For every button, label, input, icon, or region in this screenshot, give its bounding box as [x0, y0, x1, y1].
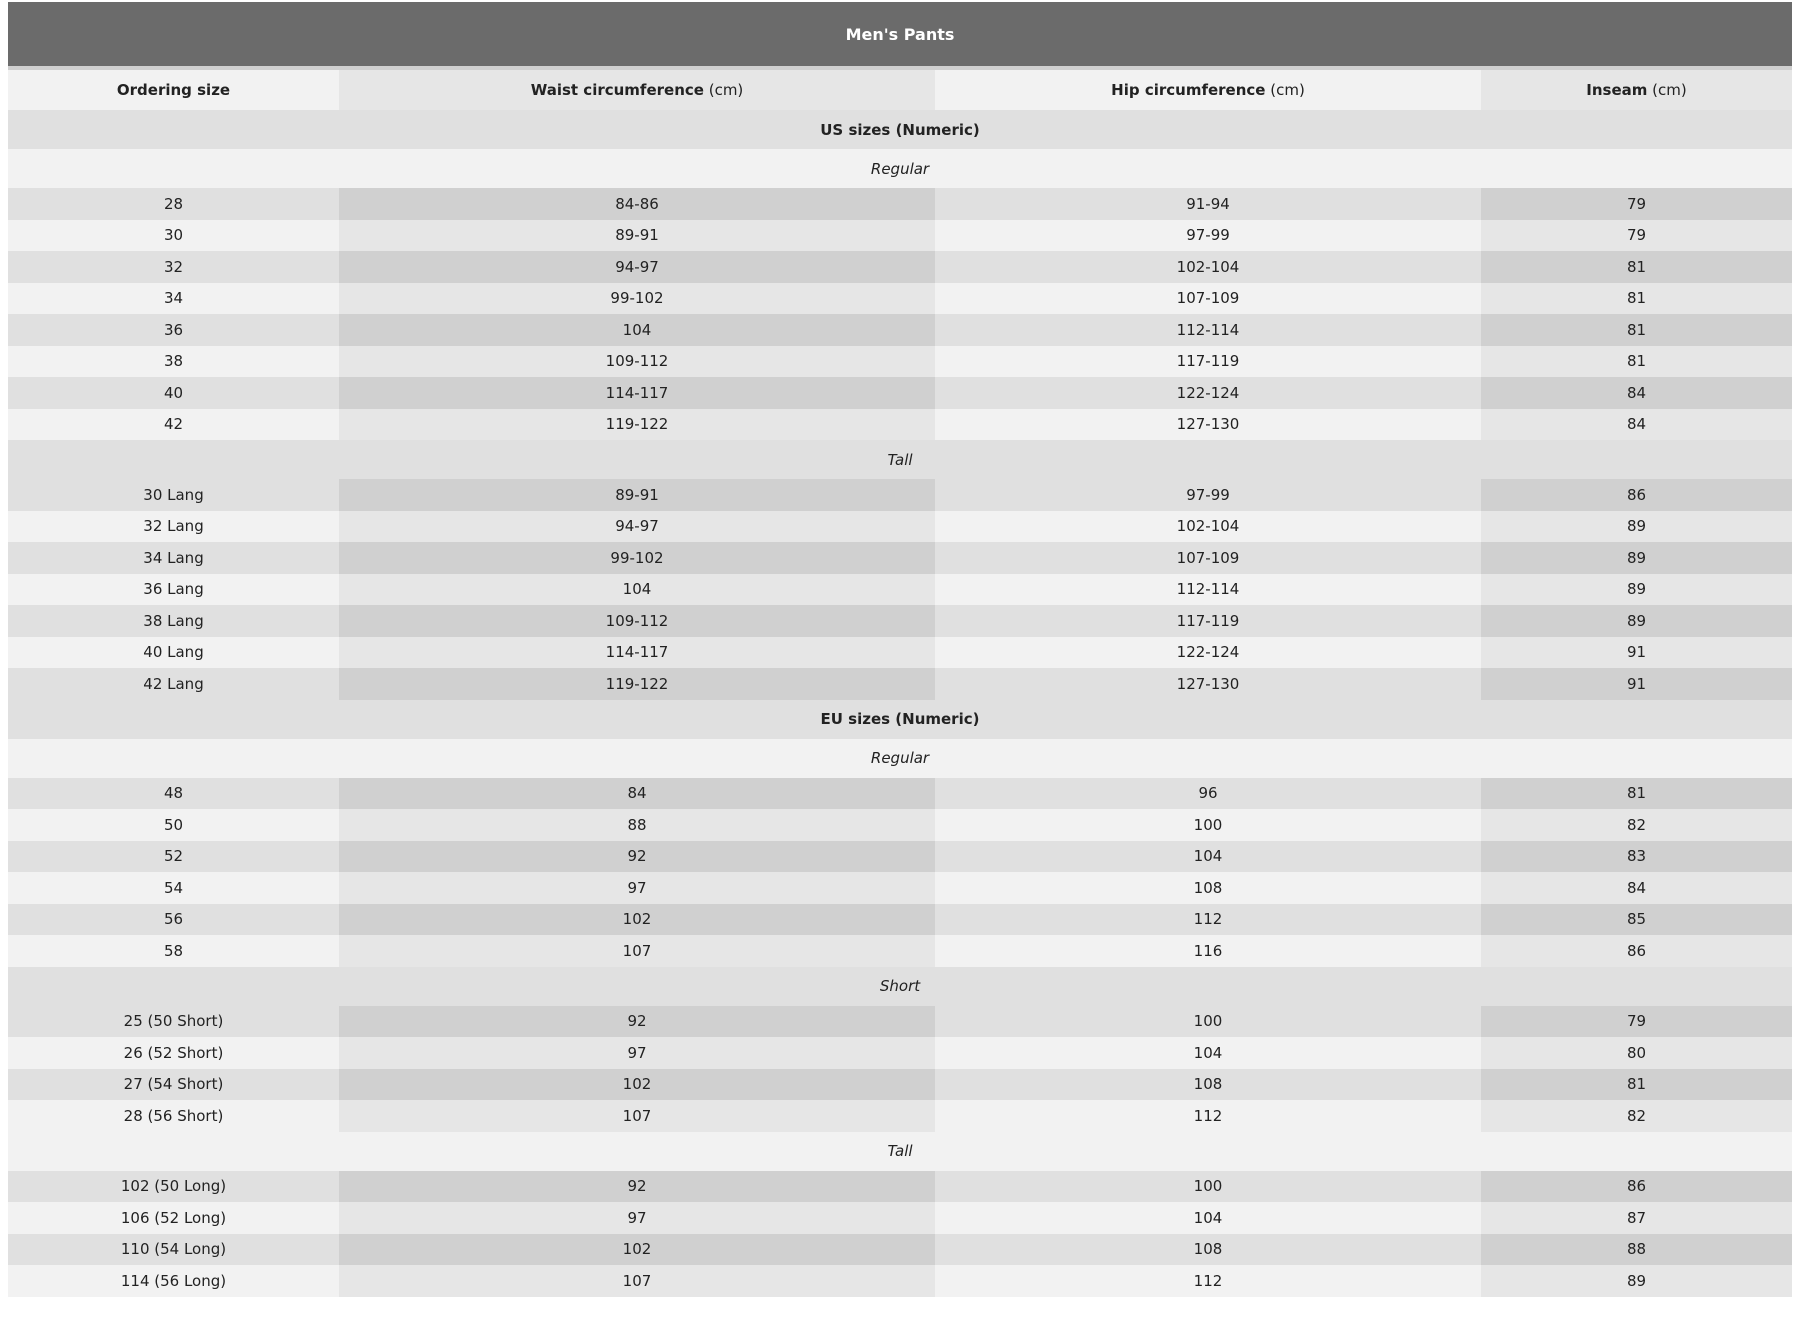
cell-ordering-size: 42 — [8, 409, 339, 441]
cell-ordering-size: 25 (50 Short) — [8, 1006, 339, 1038]
section-header-row — [8, 967, 1792, 1006]
cell-waist: 114-117 — [339, 637, 935, 669]
table-row — [8, 904, 1792, 936]
table-row — [8, 1171, 1792, 1203]
column-header-hip — [935, 68, 1481, 110]
cell-inseam: 84 — [1481, 377, 1792, 409]
cell-hip: 127-130 — [935, 668, 1481, 700]
section-label: Regular — [8, 149, 1792, 188]
table-row — [8, 809, 1792, 841]
section-header-row — [8, 739, 1792, 778]
cell-waist: 89-91 — [339, 220, 935, 252]
cell-ordering-size: 106 (52 Long) — [8, 1202, 339, 1234]
column-header-inseam — [1481, 68, 1792, 110]
cell-inseam: 89 — [1481, 511, 1792, 543]
cell-waist: 99-102 — [339, 542, 935, 574]
cell-inseam: 86 — [1481, 935, 1792, 967]
table-title: Men's Pants — [8, 2, 1792, 68]
cell-waist: 97 — [339, 872, 935, 904]
group-label: EU sizes (Numeric) — [8, 700, 1792, 739]
column-label: Hip circumference — [1111, 81, 1266, 99]
cell-inseam: 88 — [1481, 1234, 1792, 1266]
cell-inseam: 81 — [1481, 283, 1792, 315]
table-row — [8, 778, 1792, 810]
cell-waist: 107 — [339, 1100, 935, 1132]
cell-ordering-size: 40 Lang — [8, 637, 339, 669]
cell-ordering-size: 38 — [8, 346, 339, 378]
cell-ordering-size: 58 — [8, 935, 339, 967]
section-label: Tall — [8, 1132, 1792, 1171]
cell-waist: 88 — [339, 809, 935, 841]
cell-hip: 104 — [935, 1202, 1481, 1234]
cell-hip: 112 — [935, 1100, 1481, 1132]
table-row — [8, 188, 1792, 220]
cell-inseam: 86 — [1481, 479, 1792, 511]
table-row — [8, 605, 1792, 637]
column-header-ordering-size — [8, 68, 339, 110]
cell-hip: 112-114 — [935, 314, 1481, 346]
cell-waist: 97 — [339, 1202, 935, 1234]
cell-inseam: 89 — [1481, 574, 1792, 606]
cell-inseam: 81 — [1481, 251, 1792, 283]
column-label: Waist circumference — [530, 81, 704, 99]
cell-inseam: 82 — [1481, 1100, 1792, 1132]
cell-hip: 102-104 — [935, 251, 1481, 283]
section-label: Tall — [8, 440, 1792, 479]
table-row — [8, 542, 1792, 574]
cell-inseam: 89 — [1481, 605, 1792, 637]
cell-hip: 97-99 — [935, 479, 1481, 511]
cell-ordering-size: 32 Lang — [8, 511, 339, 543]
cell-ordering-size: 56 — [8, 904, 339, 936]
table-row — [8, 637, 1792, 669]
column-unit: (cm) — [703, 81, 744, 99]
table-row — [8, 251, 1792, 283]
cell-ordering-size: 114 (56 Long) — [8, 1265, 339, 1297]
cell-waist: 102 — [339, 904, 935, 936]
table-row — [8, 1069, 1792, 1101]
cell-waist: 104 — [339, 314, 935, 346]
cell-hip: 97-99 — [935, 220, 1481, 252]
cell-ordering-size: 30 Lang — [8, 479, 339, 511]
cell-ordering-size: 48 — [8, 778, 339, 810]
cell-inseam: 79 — [1481, 220, 1792, 252]
cell-waist: 102 — [339, 1234, 935, 1266]
cell-hip: 112 — [935, 904, 1481, 936]
cell-hip: 116 — [935, 935, 1481, 967]
cell-ordering-size: 42 Lang — [8, 668, 339, 700]
table-row — [8, 1100, 1792, 1132]
table-row — [8, 346, 1792, 378]
cell-waist: 104 — [339, 574, 935, 606]
cell-hip: 108 — [935, 1069, 1481, 1101]
cell-waist: 84-86 — [339, 188, 935, 220]
cell-ordering-size: 34 Lang — [8, 542, 339, 574]
cell-waist: 92 — [339, 841, 935, 873]
table-row — [8, 935, 1792, 967]
table-row — [8, 377, 1792, 409]
section-header-row — [8, 149, 1792, 188]
table-row — [8, 511, 1792, 543]
cell-ordering-size: 30 — [8, 220, 339, 252]
cell-waist: 94-97 — [339, 251, 935, 283]
cell-waist: 119-122 — [339, 409, 935, 441]
table-row — [8, 1234, 1792, 1266]
cell-inseam: 89 — [1481, 542, 1792, 574]
column-header-waist — [339, 68, 935, 110]
cell-ordering-size: 50 — [8, 809, 339, 841]
cell-hip: 100 — [935, 1006, 1481, 1038]
cell-inseam: 83 — [1481, 841, 1792, 873]
column-label: Inseam — [1586, 81, 1648, 99]
cell-ordering-size: 54 — [8, 872, 339, 904]
cell-inseam: 82 — [1481, 809, 1792, 841]
cell-waist: 102 — [339, 1069, 935, 1101]
title-row — [8, 2, 1792, 68]
cell-waist: 109-112 — [339, 605, 935, 637]
cell-ordering-size: 110 (54 Long) — [8, 1234, 339, 1266]
cell-ordering-size: 36 — [8, 314, 339, 346]
cell-hip: 100 — [935, 1171, 1481, 1203]
cell-waist: 92 — [339, 1006, 935, 1038]
cell-inseam: 81 — [1481, 1069, 1792, 1101]
cell-hip: 112-114 — [935, 574, 1481, 606]
cell-waist: 107 — [339, 1265, 935, 1297]
table-row — [8, 1202, 1792, 1234]
cell-ordering-size: 52 — [8, 841, 339, 873]
cell-hip: 127-130 — [935, 409, 1481, 441]
cell-ordering-size: 36 Lang — [8, 574, 339, 606]
cell-ordering-size: 28 (56 Short) — [8, 1100, 339, 1132]
size-chart — [8, 2, 1792, 1297]
table-row — [8, 668, 1792, 700]
cell-hip: 108 — [935, 1234, 1481, 1266]
group-header-row — [8, 110, 1792, 149]
cell-hip: 104 — [935, 841, 1481, 873]
section-header-row — [8, 440, 1792, 479]
table-row — [8, 409, 1792, 441]
cell-hip: 122-124 — [935, 637, 1481, 669]
cell-hip: 117-119 — [935, 346, 1481, 378]
cell-hip: 102-104 — [935, 511, 1481, 543]
cell-waist: 119-122 — [339, 668, 935, 700]
cell-hip: 122-124 — [935, 377, 1481, 409]
cell-ordering-size: 38 Lang — [8, 605, 339, 637]
table-row — [8, 1265, 1792, 1297]
table-row — [8, 283, 1792, 315]
size-table — [8, 2, 1792, 1297]
table-row — [8, 314, 1792, 346]
cell-hip: 91-94 — [935, 188, 1481, 220]
cell-waist: 114-117 — [339, 377, 935, 409]
table-row — [8, 220, 1792, 252]
cell-inseam: 91 — [1481, 668, 1792, 700]
column-label: Ordering size — [116, 81, 231, 99]
cell-ordering-size: 32 — [8, 251, 339, 283]
cell-hip: 96 — [935, 778, 1481, 810]
cell-hip: 100 — [935, 809, 1481, 841]
cell-hip: 107-109 — [935, 283, 1481, 315]
cell-inseam: 89 — [1481, 1265, 1792, 1297]
cell-inseam: 91 — [1481, 637, 1792, 669]
table-row — [8, 1006, 1792, 1038]
table-row — [8, 872, 1792, 904]
cell-waist: 109-112 — [339, 346, 935, 378]
column-unit: (cm) — [1647, 81, 1687, 99]
cell-hip: 112 — [935, 1265, 1481, 1297]
cell-inseam: 79 — [1481, 1006, 1792, 1038]
cell-hip: 107-109 — [935, 542, 1481, 574]
table-row — [8, 574, 1792, 606]
section-header-row — [8, 1132, 1792, 1171]
cell-inseam: 84 — [1481, 872, 1792, 904]
cell-waist: 84 — [339, 778, 935, 810]
cell-ordering-size: 26 (52 Short) — [8, 1037, 339, 1069]
column-header-row — [8, 68, 1792, 110]
section-label: Regular — [8, 739, 1792, 778]
cell-waist: 94-97 — [339, 511, 935, 543]
cell-hip: 117-119 — [935, 605, 1481, 637]
cell-inseam: 81 — [1481, 778, 1792, 810]
table-row — [8, 841, 1792, 873]
column-unit: (cm) — [1265, 81, 1305, 99]
section-label: Short — [8, 967, 1792, 1006]
cell-waist: 97 — [339, 1037, 935, 1069]
cell-waist: 99-102 — [339, 283, 935, 315]
cell-ordering-size: 34 — [8, 283, 339, 315]
cell-inseam: 84 — [1481, 409, 1792, 441]
cell-inseam: 79 — [1481, 188, 1792, 220]
cell-inseam: 87 — [1481, 1202, 1792, 1234]
cell-ordering-size: 40 — [8, 377, 339, 409]
table-row — [8, 479, 1792, 511]
cell-ordering-size: 28 — [8, 188, 339, 220]
cell-waist: 89-91 — [339, 479, 935, 511]
cell-ordering-size: 102 (50 Long) — [8, 1171, 339, 1203]
cell-inseam: 81 — [1481, 314, 1792, 346]
cell-hip: 108 — [935, 872, 1481, 904]
group-label: US sizes (Numeric) — [8, 110, 1792, 149]
cell-inseam: 81 — [1481, 346, 1792, 378]
table-body — [8, 110, 1792, 1297]
group-header-row — [8, 700, 1792, 739]
cell-ordering-size: 27 (54 Short) — [8, 1069, 339, 1101]
table-row — [8, 1037, 1792, 1069]
cell-inseam: 80 — [1481, 1037, 1792, 1069]
cell-hip: 104 — [935, 1037, 1481, 1069]
cell-inseam: 86 — [1481, 1171, 1792, 1203]
cell-waist: 92 — [339, 1171, 935, 1203]
cell-inseam: 85 — [1481, 904, 1792, 936]
cell-waist: 107 — [339, 935, 935, 967]
